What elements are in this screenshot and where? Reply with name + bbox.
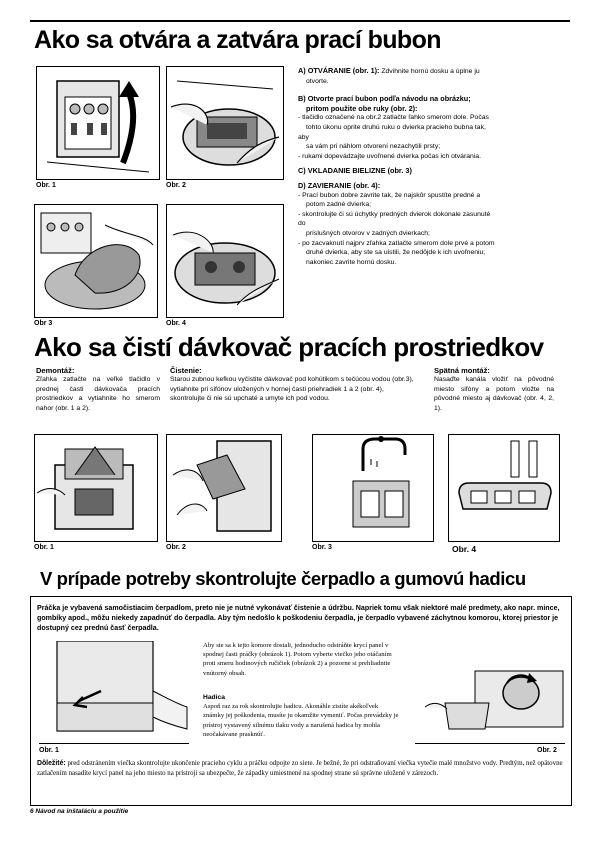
figure-dispenser-siphons bbox=[448, 434, 560, 542]
closing-item-1: - Prací bubon dobre zavrite tak, že najskôr spustíte predné a bbox=[298, 191, 481, 199]
figure-closing-drum bbox=[166, 204, 284, 318]
reassembly-heading: Spätná montáž: bbox=[434, 366, 490, 375]
cleaning-text: Starou zubnou kefkou vyčistite dávkovač pod kohútikom s tečúcou vodou (obr.3), vytiahnite pri sifónov uložených v hornej časti priehradiek 1 a 2 (obr. 4), skontrolujte či nie sú upchaté a umyte ich pod vodou. bbox=[170, 376, 414, 403]
figure-drum-open-lid bbox=[36, 66, 160, 180]
open-drum-item-1d: sa vám pri náhlom otvorení nezachytili prsty; bbox=[306, 143, 441, 151]
cleaning-heading: Čistenie: bbox=[170, 366, 202, 375]
caption-fig1: Obr. 1 bbox=[36, 182, 56, 189]
reassembly-column bbox=[434, 366, 554, 413]
section-title-dispenser: Ako sa čistí dávkovač pracích prostriedkov bbox=[34, 332, 544, 362]
closing-heading: D) ZAVIERANIE (obr. 4): bbox=[298, 180, 381, 190]
section-title-drum: Ako sa otvára a zatvára prací bubon bbox=[34, 26, 441, 54]
hose-section bbox=[203, 693, 401, 739]
disassembly-text: Zľahka zatlačte na veľké tlačidlo v prednej časti dávkovača pracích prostriedkov a vytiahnite ho smerom nahor (obr. 1 a 2). bbox=[36, 376, 160, 412]
loading-heading: C) VKLADANIE BIELIZNE (obr. 3) bbox=[298, 166, 412, 176]
pump-intro: Práčka je vybavená samočistiacim čerpadlom, preto nie je nutné vykonávať čistenie a údržbu. Napriek tomu však niektoré malé predmety, ako napr. mince, gombíky apod., môžu niekedy zapadnúť do čerpadla. Aby tým nedošlo k poškodeniu čerpadla, je čerpadlo vybavené záchytnou komorou, ktorej priestor je dostupný cez prednú časť čerpadla. bbox=[37, 604, 560, 633]
open-text-2: otvorte. bbox=[306, 77, 329, 85]
open-drum-item-1b: tohto úkonu oprite druhú ruku o dvierka pracieho bubna tak, bbox=[306, 123, 486, 131]
open-drum-item-1c: aby bbox=[298, 133, 309, 141]
pump-caption-fig2: Obr. 2 bbox=[537, 747, 557, 754]
pump-caption-fig1: Obr. 1 bbox=[39, 747, 59, 754]
drum-instructions bbox=[298, 66, 560, 267]
dispenser-caption-fig3: Obr. 3 bbox=[312, 544, 332, 551]
open-drum-heading: B) Otvorte prací bubon podľa návodu na obrázku; bbox=[298, 94, 471, 104]
dispenser-caption-fig4: Obr. 4 bbox=[452, 544, 477, 554]
disassembly-heading: Demontáž: bbox=[36, 366, 75, 375]
dispenser-caption-fig1: Obr. 1 bbox=[34, 544, 54, 551]
caption-fig2: Obr. 2 bbox=[166, 182, 186, 189]
figure-loading-laundry bbox=[34, 204, 158, 318]
section-title-pump: V prípade potreby skontrolujte čerpadlo a gumovú hadicu bbox=[40, 568, 526, 589]
reassembly-text: Nasaďte kanála vložiť na pôvodné miesto sifóny a potom vložte na pôvodné miesto aj dávkovač (obr. 4, 2, 1). bbox=[434, 376, 554, 412]
pump-info-box bbox=[30, 596, 572, 806]
open-drum-item-1: - tlačidlo označené na obr.2 zatlačte ľahko smerom dole. Počas bbox=[298, 114, 489, 122]
closing-item-3: - po zacvaknutí najprv zľahka zatlačte smerom dole prvé a potom bbox=[298, 239, 495, 247]
closing-item-2: - skontrolujte či sú úchytky predných dvierok dokonale zasunuté bbox=[298, 210, 491, 218]
caption-fig3: Obr 3 bbox=[34, 320, 53, 327]
figure-drum-open-hands bbox=[166, 66, 284, 180]
hose-text: Aspoň raz za rok skontrolujte hadicu. Akonáhle zistíte akékoľvek známky jej poškodenia, musíte ju okamžite vymeniť. Počas prevádzky je prístroj vystavený silnému tlaku vody a narušená hadica by mohla neočakávane prasknúť. bbox=[203, 703, 399, 738]
open-text: Zdvihnite hornú dosku a úplne ju bbox=[381, 68, 480, 75]
dispenser-caption-fig2: Obr. 2 bbox=[166, 544, 186, 551]
important-text: pred odstránením viečka skontrolujte ukončenie pracieho cyklu a práčku odpojte zo siete. Je bežné, že pri odstraňovaní viečka vytečie malé množstvo vody. Predtým, než opätovne zatlačením nasadíte krycí panel na jeho miesto na prístroji sa ubezpečte, že západky umiestnené na spodnej strane sú správne uložené v zárezoch. bbox=[37, 760, 563, 777]
figure-remove-panel bbox=[39, 641, 189, 744]
closing-item-2b: do bbox=[298, 220, 306, 228]
closing-item-2c: príslušných otvorov v zadných dvierkach; bbox=[306, 229, 430, 237]
disassembly-column bbox=[36, 366, 160, 413]
open-drum-heading-2: pritom použite obe ruky (obr. 2): bbox=[306, 103, 418, 113]
closing-item-1b: potom zadné dvierka; bbox=[306, 201, 371, 209]
figure-dispenser-lift bbox=[166, 434, 282, 542]
important-label: Dôležité: bbox=[37, 760, 66, 767]
important-note bbox=[37, 759, 563, 779]
figure-pump-cover bbox=[415, 641, 565, 744]
figure-dispenser-rinse bbox=[312, 434, 434, 542]
cleaning-column bbox=[170, 366, 420, 404]
caption-fig4: Obr. 4 bbox=[166, 320, 186, 327]
open-drum-item-2: - rukami dopevádzajte uvoľnené dvierka počas ich otvárania. bbox=[298, 152, 481, 160]
closing-item-3b: druhé dvierka, aby ste sa uistili, že nedôjde k ich uvoľneniu; bbox=[306, 249, 486, 257]
figure-dispenser-remove bbox=[34, 434, 158, 542]
hose-heading: Hadica bbox=[203, 694, 225, 701]
closing-item-3c: nakoniec zavrite hornú dosku. bbox=[306, 258, 397, 266]
pump-access-text: Aby ste sa k tejto komore dostali, jednoducho odstráňte krycí panel v spodnej časti práčky (obrázok 1). Potom vyberte viečko jeho otáčaním proti smeru hodinových ručičiek (obrázok 2) a pozorne si prehliadnite vnútorný obsah. bbox=[203, 642, 392, 677]
page-footer: 6 Návod na inštaláciu a použitie bbox=[30, 808, 129, 815]
open-heading: A) OTVÁRANIE (obr. 1): bbox=[298, 66, 380, 75]
top-rule bbox=[30, 20, 570, 22]
